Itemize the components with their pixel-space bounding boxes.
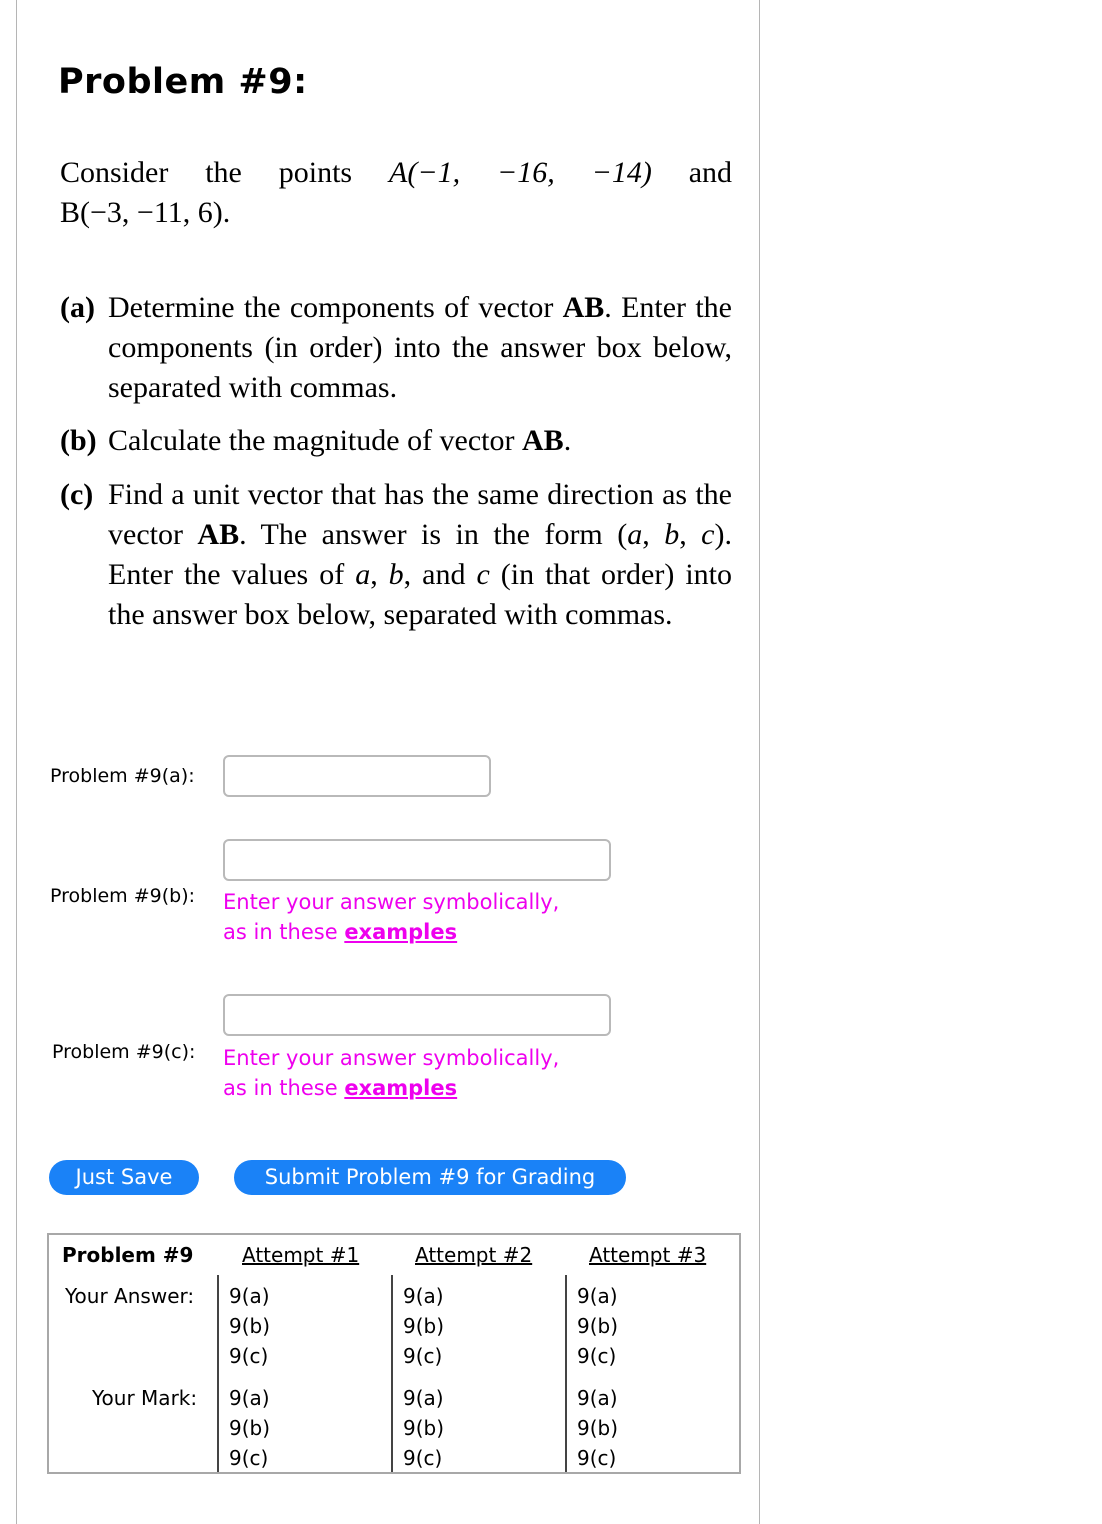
history-header: Problem #9 — [62, 1243, 194, 1267]
problem-intro: Consider the points A(−1, −16, −14) and — [60, 156, 733, 189]
part-c: (c) Find a unit vector that has the same direction as the vector AB. The answer is in the form (a, b, c). Enter the values of a, b, and c (in that order) into the answer box below, separated with commas. — [60, 478, 732, 631]
problem-title: Problem #9: — [58, 62, 308, 102]
attempt-history-table — [47, 1233, 741, 1474]
answer-a-label: Problem #9(a): — [50, 765, 195, 787]
column-divider — [217, 1275, 219, 1472]
column-divider — [565, 1275, 567, 1472]
attempt-2-link[interactable]: Attempt #2 — [415, 1243, 533, 1267]
examples-link[interactable]: examples — [344, 1076, 458, 1100]
attempt-2-marks: 9(a) 9(b) 9(c) — [403, 1386, 445, 1470]
attempt-3-answers: 9(a) 9(b) 9(c) — [577, 1284, 619, 1368]
part-b: (b) Calculate the magnitude of vector AB. — [60, 424, 572, 457]
answer-a-input[interactable] — [223, 755, 491, 797]
answer-b-label: Problem #9(b): — [50, 885, 196, 907]
attempt-3-link[interactable]: Attempt #3 — [589, 1243, 707, 1267]
answer-c-input[interactable] — [223, 994, 611, 1036]
answer-b-hint: Enter your answer symbolically, as in these examples — [223, 890, 560, 944]
answer-c-hint: Enter your answer symbolically, as in these examples — [223, 1046, 560, 1100]
attempt-2-answers: 9(a) 9(b) 9(c) — [403, 1284, 445, 1368]
part-a: (a) Determine the components of vector AB. Enter the components (in order) into the answer box below, separated with commas. — [60, 291, 732, 404]
attempt-3-marks: 9(a) 9(b) 9(c) — [577, 1386, 619, 1470]
attempt-1-answers: 9(a) 9(b) 9(c) — [229, 1284, 271, 1368]
just-save-button[interactable]: Just Save — [49, 1160, 199, 1195]
attempt-1-link[interactable]: Attempt #1 — [242, 1243, 360, 1267]
your-mark-label: Your Mark: — [92, 1386, 198, 1410]
examples-link[interactable]: examples — [344, 920, 458, 944]
column-divider — [391, 1275, 393, 1472]
your-answer-label: Your Answer: — [65, 1284, 195, 1308]
submit-button[interactable]: Submit Problem #9 for Grading — [234, 1160, 626, 1195]
attempt-1-marks: 9(a) 9(b) 9(c) — [229, 1386, 271, 1470]
answer-c-label: Problem #9(c): — [52, 1041, 196, 1063]
problem-intro-line2: B(−3, −11, 6). — [60, 196, 231, 229]
answer-b-input[interactable] — [223, 839, 611, 881]
